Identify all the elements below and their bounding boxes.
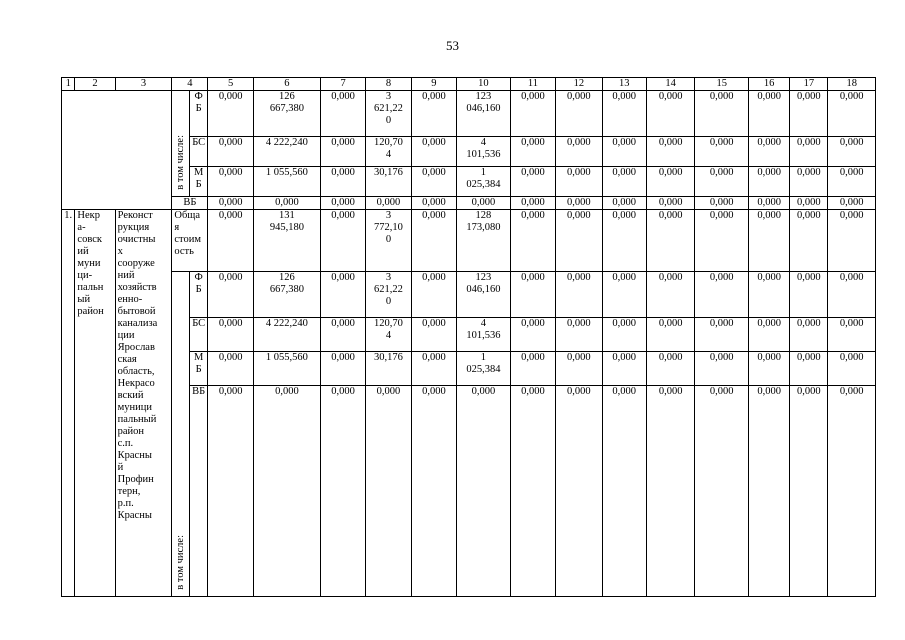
cell-col5: 0,000 — [208, 197, 253, 210]
top-row-0 — [62, 91, 876, 137]
cell-col9: 0,000 — [411, 386, 456, 597]
cell-col9: 0,000 — [411, 167, 456, 197]
cell-col17: 0,000 — [790, 352, 828, 386]
cell-col12: 0,000 — [556, 352, 602, 386]
cell-col10: 1 025,384 — [457, 352, 511, 386]
row-label: ФБ — [189, 272, 208, 318]
cell-col10: 4 101,536 — [457, 318, 511, 352]
cell-col12: 0,000 — [556, 91, 602, 137]
cell-col17: 0,000 — [790, 91, 828, 137]
cell-col17: 0,000 — [790, 318, 828, 352]
cell-col15: 0,000 — [695, 352, 749, 386]
cell-col13: 0,000 — [602, 352, 646, 386]
cell-col11: 0,000 — [510, 210, 555, 272]
cell-col14: 0,000 — [646, 167, 694, 197]
cell-col5: 0,000 — [208, 137, 253, 167]
cell-col14: 0,000 — [646, 272, 694, 318]
cell-col11: 0,000 — [510, 352, 555, 386]
cell-col9: 0,000 — [411, 197, 456, 210]
cell-col17: 0,000 — [790, 210, 828, 272]
cell-col7: 0,000 — [320, 386, 365, 597]
cell-col11: 0,000 — [510, 167, 555, 197]
cell-col6: 1 055,560 — [253, 167, 320, 197]
cell-col10: 123 046,160 — [457, 91, 511, 137]
cell-col8: 120,70 4 — [366, 318, 411, 352]
cell-col5: 0,000 — [208, 167, 253, 197]
header-col7: 7 — [320, 78, 365, 91]
cell-col10: 1 025,384 — [457, 167, 511, 197]
cell-col13: 0,000 — [602, 197, 646, 210]
cell-col17: 0,000 — [790, 167, 828, 197]
item-row-0 — [62, 272, 876, 318]
cell-col6: 131 945,180 — [253, 210, 320, 272]
cell-col6: 1 055,560 — [253, 352, 320, 386]
cell-col11: 0,000 — [510, 137, 555, 167]
cell-col14: 0,000 — [646, 352, 694, 386]
cell-col18: 0,000 — [828, 352, 876, 386]
cell-col12: 0,000 — [556, 386, 602, 597]
cell-col18: 0,000 — [828, 197, 876, 210]
cell-col15: 0,000 — [695, 137, 749, 167]
cell-col8: 0,000 — [366, 386, 411, 597]
cell-col15: 0,000 — [695, 167, 749, 197]
header-col6: 6 — [253, 78, 320, 91]
cell-col8: 3 621,22 0 — [366, 91, 411, 137]
cell-col17: 0,000 — [790, 137, 828, 167]
cell-col7: 0,000 — [320, 352, 365, 386]
row-label: ФБ — [189, 91, 208, 137]
cell-col6: 0,000 — [253, 197, 320, 210]
cell-col16: 0,000 — [749, 210, 790, 272]
cell-col16: 0,000 — [749, 386, 790, 597]
cell-col18: 0,000 — [828, 386, 876, 597]
cell-col16: 0,000 — [749, 272, 790, 318]
cell-col6: 4 222,240 — [253, 318, 320, 352]
item-total-row — [62, 210, 876, 272]
header-col5: 5 — [208, 78, 253, 91]
cell-col14: 0,000 — [646, 386, 694, 597]
item-group-label-text: в том числе: — [174, 535, 186, 590]
cell-col16: 0,000 — [749, 91, 790, 137]
cell-col18: 0,000 — [828, 272, 876, 318]
cell-col13: 0,000 — [602, 137, 646, 167]
cell-col7: 0,000 — [320, 91, 365, 137]
cell-col18: 0,000 — [828, 137, 876, 167]
header-col11: 11 — [510, 78, 555, 91]
cell-col8: 120,70 4 — [366, 137, 411, 167]
header-col9: 9 — [411, 78, 456, 91]
header-col3: 3 — [115, 78, 172, 91]
row-label: БС — [189, 318, 208, 352]
cell-col9: 0,000 — [411, 352, 456, 386]
cell-col6: 126 667,380 — [253, 91, 320, 137]
item-description: Реконст рукция очистны х сооруже ний хозяйств енно- бытовой канализа ции Ярослав ская область, Некрасо вский муници пальный район с.п. Красны й Профин терн, р.п. Красны — [115, 210, 172, 597]
header-col14: 14 — [646, 78, 694, 91]
cell-col5: 0,000 — [208, 386, 253, 597]
cell-col15: 0,000 — [695, 272, 749, 318]
cell-col18: 0,000 — [828, 167, 876, 197]
cell-col16: 0,000 — [749, 167, 790, 197]
cell-col10: 123 046,160 — [457, 272, 511, 318]
top-group-label-text: в том числе: — [174, 135, 186, 190]
cell-col6: 4 222,240 — [253, 137, 320, 167]
cell-col12: 0,000 — [556, 137, 602, 167]
cell-col10: 0,000 — [457, 386, 511, 597]
cell-col10: 0,000 — [457, 197, 511, 210]
cell-col14: 0,000 — [646, 91, 694, 137]
header-col4: 4 — [172, 78, 208, 91]
header-col8: 8 — [366, 78, 411, 91]
cell-col9: 0,000 — [411, 91, 456, 137]
top-empty-cell — [62, 91, 172, 210]
cell-col16: 0,000 — [749, 318, 790, 352]
table-body — [62, 78, 876, 597]
cell-col12: 0,000 — [556, 272, 602, 318]
cell-col11: 0,000 — [510, 318, 555, 352]
cell-col17: 0,000 — [790, 272, 828, 318]
cell-col11: 0,000 — [510, 272, 555, 318]
cell-col9: 0,000 — [411, 272, 456, 318]
cell-col8: 3 772,10 0 — [366, 210, 411, 272]
cell-col11: 0,000 — [510, 386, 555, 597]
cell-col16: 0,000 — [749, 137, 790, 167]
cell-col16: 0,000 — [749, 197, 790, 210]
cell-col13: 0,000 — [602, 210, 646, 272]
cell-col14: 0,000 — [646, 318, 694, 352]
cell-col14: 0,000 — [646, 197, 694, 210]
cell-col7: 0,000 — [320, 210, 365, 272]
top-row-3 — [62, 197, 876, 210]
cell-col15: 0,000 — [695, 386, 749, 597]
item-group-label — [172, 272, 190, 597]
cell-col9: 0,000 — [411, 137, 456, 167]
cell-col10: 4 101,536 — [457, 137, 511, 167]
header-col15: 15 — [695, 78, 749, 91]
cell-col18: 0,000 — [828, 210, 876, 272]
cell-col7: 0,000 — [320, 167, 365, 197]
cell-col14: 0,000 — [646, 210, 694, 272]
cell-col8: 3 621,22 0 — [366, 272, 411, 318]
cell-col17: 0,000 — [790, 197, 828, 210]
cell-col18: 0,000 — [828, 318, 876, 352]
cell-col13: 0,000 — [602, 91, 646, 137]
cell-col13: 0,000 — [602, 167, 646, 197]
cell-col17: 0,000 — [790, 386, 828, 597]
cell-col6: 126 667,380 — [253, 272, 320, 318]
cell-col11: 0,000 — [510, 197, 555, 210]
header-col17: 17 — [790, 78, 828, 91]
budget-table — [61, 77, 876, 597]
cell-col8: 30,176 — [366, 167, 411, 197]
header-col16: 16 — [749, 78, 790, 91]
cell-col10: 128 173,080 — [457, 210, 511, 272]
header-col12: 12 — [556, 78, 602, 91]
cell-col9: 0,000 — [411, 318, 456, 352]
cell-col5: 0,000 — [208, 318, 253, 352]
cell-col18: 0,000 — [828, 91, 876, 137]
top-group-label — [172, 91, 190, 197]
header-col2: 2 — [75, 78, 115, 91]
cell-col6: 0,000 — [253, 386, 320, 597]
cell-col12: 0,000 — [556, 318, 602, 352]
row-label: ВБ — [189, 386, 208, 597]
row-label: ВБ — [172, 197, 208, 210]
cell-col8: 30,176 — [366, 352, 411, 386]
cell-col15: 0,000 — [695, 91, 749, 137]
row-label: М Б — [189, 167, 208, 197]
page-number: 53 — [446, 38, 459, 53]
cell-col11: 0,000 — [510, 91, 555, 137]
header-col1: 1 — [62, 78, 75, 91]
cell-col12: 0,000 — [556, 210, 602, 272]
cell-col7: 0,000 — [320, 272, 365, 318]
cell-col14: 0,000 — [646, 137, 694, 167]
cell-col13: 0,000 — [602, 318, 646, 352]
cell-col5: 0,000 — [208, 91, 253, 137]
cell-col15: 0,000 — [695, 318, 749, 352]
item-district: Некр а- совск ий муни ци- пальн ый район — [75, 210, 115, 597]
cell-col13: 0,000 — [602, 272, 646, 318]
header-col18: 18 — [828, 78, 876, 91]
cell-col7: 0,000 — [320, 137, 365, 167]
header-col13: 13 — [602, 78, 646, 91]
cell-col5: 0,000 — [208, 210, 253, 272]
cell-col16: 0,000 — [749, 352, 790, 386]
cell-col5: 0,000 — [208, 352, 253, 386]
item-number: 1. — [62, 210, 75, 597]
cell-col15: 0,000 — [695, 197, 749, 210]
header-row — [62, 78, 876, 91]
row-label: М Б — [189, 352, 208, 386]
row-label: БС — [189, 137, 208, 167]
total-label: Обща я стоим ость — [172, 210, 208, 272]
cell-col12: 0,000 — [556, 167, 602, 197]
cell-col15: 0,000 — [695, 210, 749, 272]
cell-col12: 0,000 — [556, 197, 602, 210]
cell-col8: 0,000 — [366, 197, 411, 210]
cell-col7: 0,000 — [320, 318, 365, 352]
cell-col13: 0,000 — [602, 386, 646, 597]
cell-col9: 0,000 — [411, 210, 456, 272]
cell-col5: 0,000 — [208, 272, 253, 318]
cell-col7: 0,000 — [320, 197, 365, 210]
header-col10: 10 — [457, 78, 511, 91]
